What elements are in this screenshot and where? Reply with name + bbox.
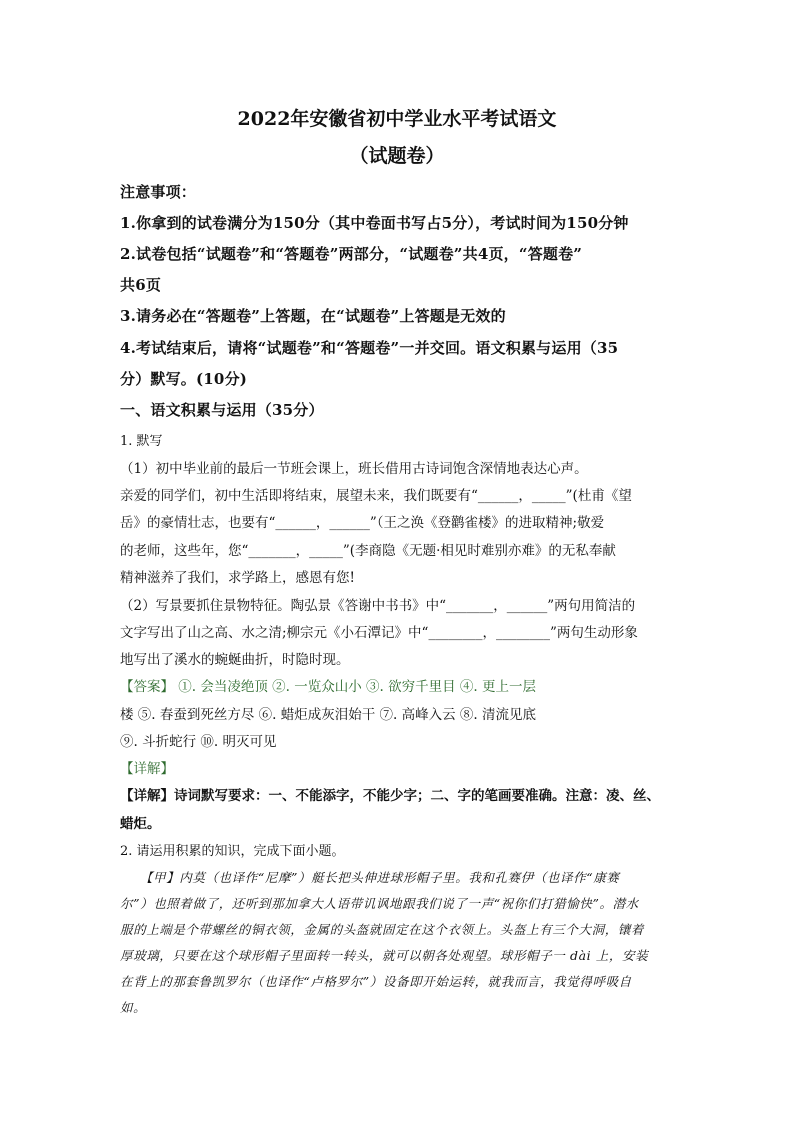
notice-line: 分）默写。(10分): [120, 370, 248, 388]
question-text: 地写出了溪水的蜿蜒曲折，时隐时现。: [120, 652, 350, 668]
notice-line: 3.请务必在“答题卷”上答题，在“试题卷”上答题是无效的: [120, 307, 506, 325]
page-title: 2022年安徽省初中学业水平考试语文: [237, 108, 557, 130]
passage-line: 厚玻璃，只要在这个球形帽子里面转一转头，就可以朝各处观望。球形帽子一 dài 上，安装: [120, 948, 649, 963]
notice-line: 2.试卷包括“试题卷”和“答题卷”两部分，“试题卷”共4页，“答题卷”: [120, 245, 583, 263]
answer-line: 楼 ⑤. 春蚕到死丝方尽 ⑥. 蜡炬成灰泪始干 ⑦. 高峰入云 ⑧. 清流见底: [120, 707, 536, 723]
question-text: 文字写出了山之高、水之清;柳宗元《小石潭记》中“________，________”两句生动形象: [120, 625, 638, 641]
question-text: （2）写景要抓住景物特征。陶弘景《答谢中书书》中“_______，______”两句用简洁的: [120, 598, 636, 614]
answer-line: 【答案】 ①. 会当凌绝顶 ②. 一览众山小 ③. 欲穷千里目 ④. 更上一层: [120, 679, 536, 695]
question-label: 2. 请运用积累的知识，完成下面小题。: [120, 844, 345, 859]
notice-heading: 注意事项：: [120, 183, 197, 201]
question-text: （1）初中毕业前的最后一节班会课上，班长借用古诗词饱含深情地表达心声。: [120, 461, 588, 477]
passage-line: 服的上端是个带螺丝的铜衣领，金属的头盔就固定在这个衣领上。头盔上有三个大洞，镶着: [120, 922, 645, 937]
question-text: 岳》的豪情壮志，也要有“______，______”（王之涣《登鹳雀楼》的进取精神;敬爱: [120, 515, 605, 531]
notice-line: 4.考试结束后，请将“试题卷”和“答题卷”一并交回。语文积累与运用（35: [120, 339, 619, 357]
passage-line: 尔”）也照着做了，还听到那加拿大人语带讥讽地跟我们说了一声“祝你们打猎愉快”。潜水: [120, 896, 639, 911]
answer-line: ⑨. 斗折蛇行 ⑩. 明灭可见: [120, 734, 277, 750]
question-text: 亲爱的同学们，初中生活即将结束，展望未来，我们既要有“______，_____”(杜甫《望: [120, 488, 632, 504]
page-subtitle: （试题卷）: [349, 145, 445, 167]
passage-line: 在背上的那套鲁凯罗尔（也译作“卢格罗尔”）设备即开始运转，就我而言，我觉得呼吸自: [120, 974, 632, 989]
detail-line: 蜡炬。: [120, 816, 161, 832]
notice-line: 1.你拿到的试卷满分为150分（其中卷面书写占5分），考试时间为150分钟: [120, 214, 629, 232]
section-heading: 一、语文积累与运用（35分）: [120, 401, 324, 419]
passage-line: 【甲】内莫（也译作“尼摩”）艇长把头伸进球形帽子里。我和孔赛伊（也译作“康赛: [120, 870, 620, 885]
detail-line: 【详解】诗词默写要求：一、不能添字，不能少字；二、字的笔画要准确。注意：凌、丝、: [120, 788, 660, 804]
question-text: 精神滋养了我们，求学路上，感恩有您!: [120, 570, 355, 586]
question-label: 1. 默写: [120, 434, 163, 449]
notice-line: 共6页: [120, 276, 162, 294]
passage-line: 如。: [120, 1000, 147, 1015]
question-text: 的老师，这些年，您“_______，_____”(李商隐《无题·相见时难别亦难》的无私奉献: [120, 543, 616, 559]
detail-tag: 【详解】: [120, 761, 174, 777]
